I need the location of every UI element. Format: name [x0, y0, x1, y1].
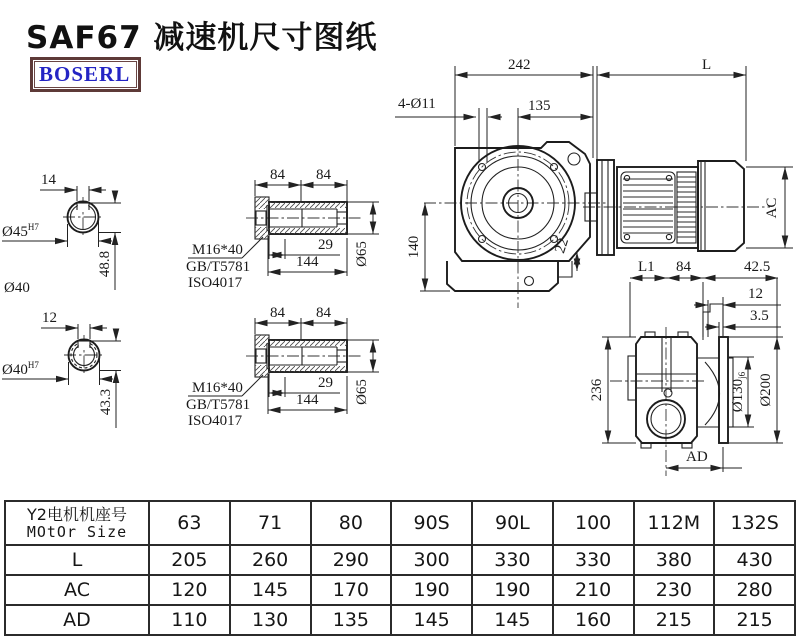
row-label-AC: AC	[5, 575, 149, 605]
motor-size-80: 80	[311, 501, 392, 545]
motor-size-71: 71	[230, 501, 311, 545]
L-value: 330	[553, 545, 634, 575]
dim-12: 12	[748, 286, 763, 302]
dim-d65: Ø65	[354, 241, 370, 267]
boserl-logo-text: BOSERL	[34, 61, 137, 88]
AD-value: 145	[472, 605, 553, 635]
dim-3-5: 3.5	[750, 308, 769, 324]
output-shaft-bottom-section	[2, 310, 121, 428]
L-value: 205	[149, 545, 230, 575]
dim-144: 144	[296, 254, 319, 270]
dim-236: 236	[589, 378, 605, 402]
AC-value: 230	[634, 575, 715, 605]
dim-135: 135	[528, 98, 551, 114]
dim-29: 29	[318, 375, 333, 391]
table-row-AD	[5, 605, 795, 635]
AD-value: 215	[714, 605, 795, 635]
motor-size-90l: 90L	[472, 501, 553, 545]
dim-key-14: 14	[41, 172, 56, 188]
std-gb: GB/T5781	[186, 259, 251, 275]
thread-callout: M16*40	[192, 242, 243, 258]
dim-84b: 84	[316, 305, 331, 321]
output-shaft-top-section	[2, 172, 121, 296]
motor-size-90s: 90S	[391, 501, 472, 545]
AC-value: 190	[472, 575, 553, 605]
dim-144: 144	[296, 392, 319, 408]
dim-d200: Ø200	[758, 373, 774, 407]
std-gb: GB/T5781	[186, 397, 251, 413]
table-header-row	[5, 501, 795, 545]
hollow-shaft-bottom	[186, 305, 379, 429]
side-view	[589, 259, 783, 476]
dim-d130: $Ø130_{j6}$	[730, 371, 747, 413]
AD-value: 135	[311, 605, 392, 635]
main-view	[395, 57, 793, 308]
dim-22: 22	[552, 236, 573, 256]
row-label-AD: AD	[5, 605, 149, 635]
motor	[585, 160, 744, 255]
AD-value: 160	[553, 605, 634, 635]
dim-29: 29	[318, 237, 333, 253]
AC-value: 210	[553, 575, 634, 605]
dim-L: L	[702, 57, 712, 73]
dim-key-12: 12	[42, 310, 57, 326]
dim-depth-43-3: 43.3	[98, 388, 114, 416]
dim-L1: L1	[638, 259, 655, 275]
AC-value: 170	[311, 575, 392, 605]
dim-84a: 84	[270, 305, 285, 321]
AD-value: 130	[230, 605, 311, 635]
motor-size-100: 100	[553, 501, 634, 545]
dim-84a: 84	[270, 167, 285, 183]
boserl-logo	[30, 57, 141, 92]
dim-242: 242	[508, 57, 531, 73]
motor-size-header-cn: Y2电机机座号	[27, 505, 127, 524]
motor-size-132s: 132S	[714, 501, 795, 545]
L-value: 300	[391, 545, 472, 575]
dim-84b: 84	[316, 167, 331, 183]
AC-value: 280	[714, 575, 795, 605]
dim-d65: Ø65	[354, 379, 370, 405]
std-iso: ISO4017	[188, 275, 243, 291]
std-iso: ISO4017	[188, 413, 243, 429]
thread-callout: M16*40	[192, 380, 243, 396]
dim-bore-40: $Ø40^{H7}$	[2, 360, 39, 378]
dim-4xd11: 4-Ø11	[398, 96, 436, 112]
dimension-table	[4, 500, 796, 636]
L-value: 330	[472, 545, 553, 575]
dim-140: 140	[406, 235, 422, 259]
dim-AC: AC	[764, 197, 780, 219]
motor-size-63: 63	[149, 501, 230, 545]
motor-size-header-en: MOtOr Size	[26, 523, 128, 541]
dim-42-5: 42.5	[744, 259, 771, 275]
AC-value: 190	[391, 575, 472, 605]
dim-depth-48-8: 48.8	[97, 250, 113, 278]
dim-84: 84	[676, 259, 691, 275]
AD-value: 215	[634, 605, 715, 635]
L-value: 290	[311, 545, 392, 575]
L-value: 260	[230, 545, 311, 575]
page-title: SAF67 减速机尺寸图纸	[26, 20, 378, 56]
AC-value: 145	[230, 575, 311, 605]
table-row-AC	[5, 575, 795, 605]
AD-value: 145	[391, 605, 472, 635]
row-label-L: L	[5, 545, 149, 575]
motor-size-header	[5, 501, 149, 545]
dim-AD: AD	[686, 449, 708, 465]
AC-value: 120	[149, 575, 230, 605]
motor-size-112m: 112M	[634, 501, 715, 545]
L-value: 380	[634, 545, 715, 575]
table-row-L	[5, 545, 795, 575]
label-d40: Ø40	[4, 280, 30, 296]
L-value: 430	[714, 545, 795, 575]
hollow-shaft-top	[186, 167, 379, 291]
AD-value: 110	[149, 605, 230, 635]
dim-bore-45: $Ø45^{H7}$	[2, 222, 39, 240]
